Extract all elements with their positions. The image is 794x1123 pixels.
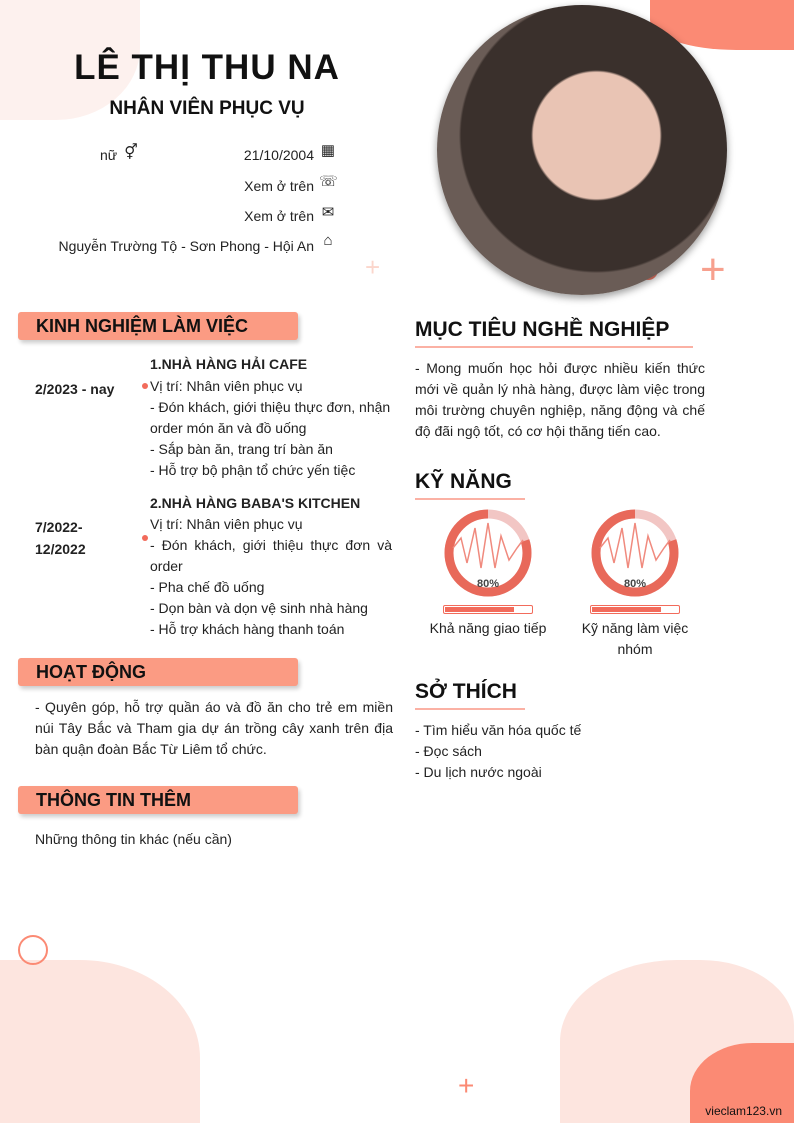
more-text: Những thông tin khác (nếu cần) <box>35 831 232 847</box>
skill-bar <box>443 605 533 614</box>
address-text: Nguyễn Trường Tộ - Sơn Phong - Hội An <box>58 238 314 254</box>
job-details <box>150 514 392 640</box>
company-name: 1.NHÀ HÀNG HẢI CAFE <box>150 356 308 372</box>
email-text: Xem ở trên <box>244 208 314 224</box>
decor-plus: + <box>700 245 726 294</box>
section-objective-heading: MỤC TIÊU NGHỀ NGHIỆP <box>415 318 693 348</box>
email-icon: ✉ <box>321 204 335 221</box>
skill-name: Khả năng giao tiếp <box>429 620 547 636</box>
section-skills-heading: KỸ NĂNG <box>415 470 525 500</box>
job-line: Vị trí: Nhân viên phục vụ <box>150 516 303 532</box>
activities-text: - Quyên góp, hỗ trợ quần áo và đồ ăn cho trẻ em miền núi Tây Bắc và Tham gia dự án trồng cây xanh trên địa bàn quận đoàn Bắc Từ Liêm tổ chức. <box>35 699 393 757</box>
hobby-item: - Tìm hiểu văn hóa quốc tế <box>415 722 582 738</box>
decor-plus: + <box>365 252 381 282</box>
job-line: - Đón khách, giới thiệu thực đơn và order <box>150 537 392 574</box>
job-date: 7/2022- 12/2022 <box>35 519 86 557</box>
job-line: - Đón khách, giới thiệu thực đơn, nhận order món ăn và đồ uống <box>150 399 391 436</box>
skill-bar <box>590 605 680 614</box>
job-line: - Hỗ trợ khách hàng thanh toán <box>150 621 345 637</box>
timeline-dot <box>142 383 148 389</box>
skill-name: Kỹ năng làm việc nhóm <box>581 620 689 657</box>
skill-item <box>565 508 705 660</box>
job-line: - Dọn bàn và dọn vệ sinh nhà hàng <box>150 600 368 616</box>
hobby-item: - Đọc sách <box>415 743 482 759</box>
hobby-item: - Du lịch nước ngoài <box>415 764 542 780</box>
job-date: 2/2023 - nay <box>35 381 115 397</box>
phone-text: Xem ở trên <box>244 178 314 194</box>
profile-photo <box>437 5 727 295</box>
gender-icon: ⚥ <box>124 144 138 161</box>
job-line: Vị trí: Nhân viên phục vụ <box>150 378 303 394</box>
job-title: NHÂN VIÊN PHỤC VỤ <box>109 98 305 119</box>
skill-ring <box>590 508 680 598</box>
skill-ring <box>443 508 533 598</box>
decor-blob <box>0 960 200 1123</box>
candidate-name: LÊ THỊ THU NA <box>74 48 340 87</box>
phone-icon: ☏ <box>319 173 338 190</box>
skill-percent: 80% <box>476 578 500 590</box>
brand-watermark: vieclam123.vn <box>705 1104 782 1118</box>
home-icon: ⌂ <box>323 232 333 249</box>
decor-plus: + <box>458 1070 475 1101</box>
section-hobbies-heading: SỞ THÍCH <box>415 680 525 710</box>
section-more-heading: THÔNG TIN THÊM <box>18 786 298 814</box>
section-activities-heading: HOẠT ĐỘNG <box>18 658 298 686</box>
job-line: - Pha chế đồ uống <box>150 579 265 595</box>
job-line: - Sắp bàn ăn, trang trí bàn ăn <box>150 441 333 457</box>
hobbies-list <box>415 720 581 783</box>
timeline-dot <box>142 535 148 541</box>
gender-text: nữ <box>100 147 118 163</box>
job-details <box>150 376 392 481</box>
decor-circle <box>18 935 48 965</box>
section-experience-heading: KINH NGHIỆM LÀM VIỆC <box>18 312 298 340</box>
objective-text: - Mong muốn học hỏi được nhiều kiến thức mới về quản lý nhà hàng, được làm việc trong môi trường chuyên nghiệp, năng động và chế độ đãi ngộ tốt, có cơ hội thăng tiến cao. <box>415 360 705 439</box>
birthdate-text: 21/10/2004 <box>243 147 314 163</box>
job-line: - Hỗ trợ bộ phận tổ chức yến tiệc <box>150 462 356 478</box>
calendar-icon: ▦ <box>320 142 336 159</box>
skill-item <box>418 508 558 639</box>
skill-percent: 80% <box>623 578 647 590</box>
company-name: 2.NHÀ HÀNG BABA'S KITCHEN <box>150 495 361 511</box>
